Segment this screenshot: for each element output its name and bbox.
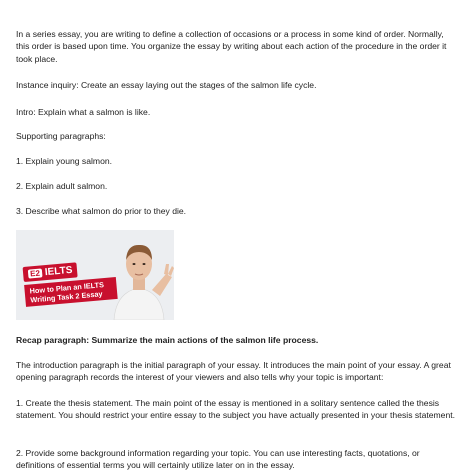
list-item: 1. Explain young salmon.: [16, 156, 113, 166]
recap-paragraph: Recap paragraph: Summarize the main actions of the salmon life process.: [16, 335, 319, 345]
presenter-image: [104, 230, 174, 320]
logo-mark: E2: [29, 268, 41, 279]
instance-inquiry: Instance inquiry: Create an essay laying out the stages of the salmon life cycle.: [16, 80, 317, 90]
supporting-heading: Supporting paragraphs:: [16, 131, 106, 141]
intro-paragraph: In a series essay, you are writing to define a collection of occasions or a process in some kind of order. Normally, this order is based upon time. You organize the essay by writing about each action of the procedure in the order it took place.: [16, 29, 447, 64]
list-item: 2. Explain adult salmon.: [16, 181, 108, 191]
video-thumbnail[interactable]: [16, 230, 174, 320]
ielts-logo: [23, 262, 78, 282]
logo-text: IELTS: [44, 264, 73, 279]
list-item: 3. Describe what salmon do prior to they die.: [16, 206, 187, 216]
point-two: 2. Provide some background information regarding your topic. You can use interesting facts, quotations, or definitions of essential terms you will certainly utilize later on in the essay.: [16, 448, 420, 471]
intro-line: Intro: Explain what a salmon is like.: [16, 107, 151, 117]
thumbnail-title: How to Plan an IELTS Writing Task 2 Essay: [24, 277, 118, 307]
point-one: 1. Create the thesis statement. The main point of the essay is mentioned in a solitary sentence called the thesis statement. You should restrict your entire essay to the subject you have actually presented in your thesis statement.: [16, 398, 456, 421]
introduction-paragraph: The introduction paragraph is the initial paragraph of your essay. It introduces the main point of your essay. A great opening paragraph records the interest of your viewers and also tells why your topic is important:: [16, 360, 451, 383]
